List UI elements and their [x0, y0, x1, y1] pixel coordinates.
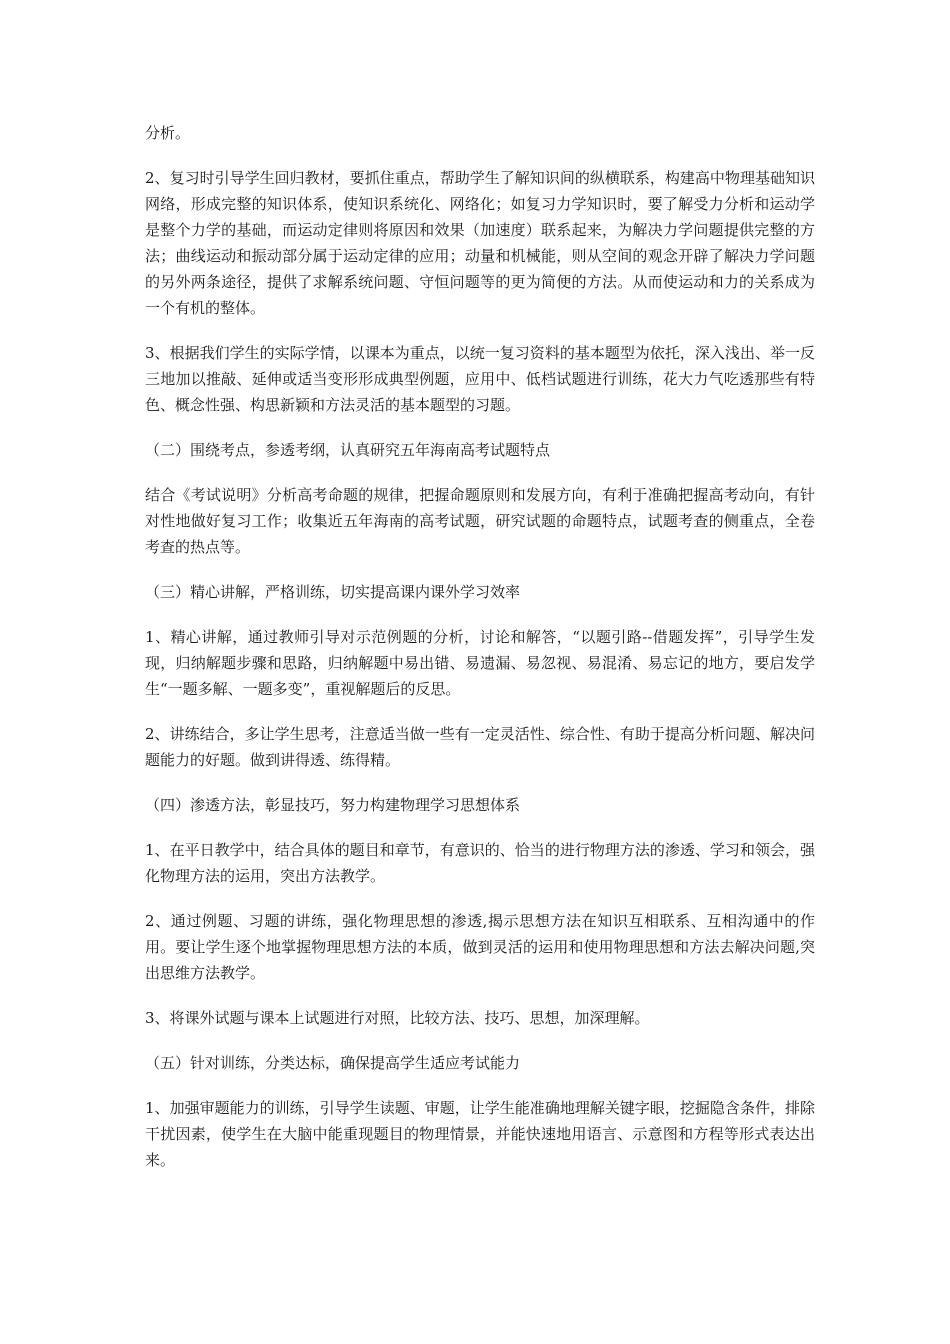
- paragraph-compare-questions: 3、将课外试题与课本上试题进行对照，比较方法、技巧、思想，加深理解。: [145, 1009, 650, 1027]
- section-heading-2: （二）围绕考点，参透考纲，认真研究五年海南高考试题特点: [145, 441, 551, 459]
- paragraph-fragment: 分析。: [145, 124, 191, 142]
- paragraph-practice-combination: 2、讲练结合，多让学生思考，注意适当做一些有一定灵活性、综合性、有助于提高分析问题、解决问题能力的好题。做到讲得透、练得精。: [145, 725, 815, 769]
- section-heading-4: （四）渗透方法，彰显技巧，努力构建物理学习思想体系: [145, 796, 521, 814]
- paragraph-examples-exercises: 2、通过例题、习题的讲练，强化物理思想的渗透,揭示思想方法在知识互相联系、互相沟通中的作用。要让学生逐个地掌握物理思想方法的本质，做到灵活的运用和使用物理思想和方法去解决问题,突出思维方法教学。: [145, 912, 815, 982]
- paragraph-daily-teaching: 1、在平日教学中，结合具体的题目和章节，有意识的、恰当的进行物理方法的渗透、学习和领会，强化物理方法的运用，突出方法教学。: [145, 841, 815, 885]
- document-body: [145, 120, 815, 1192]
- section-heading-3: （三）精心讲解，严格训练，切实提高课内课外学习效率: [145, 583, 521, 601]
- paragraph-exam-analysis: 结合《考试说明》分析高考命题的规律，把握命题原则和发展方向，有利于准确把握高考动向，有针对性地做好复习工作；收集近五年海南的高考试题，研究试题的命题特点，试题考查的侧重点，全卷考查的热点等。: [145, 486, 815, 556]
- paragraph-student-situation: 3、根据我们学生的实际学情，以课本为重点，以统一复习资料的基本题型为依托，深入浅出、举一反三地加以推敲、延伸或适当变形形成典型例题，应用中、低档试题进行训练，花大力气吃透那些有特色、概念性强、构思新颖和方法灵活的基本题型的习题。: [145, 344, 815, 414]
- paragraph-review-textbook: 2、复习时引导学生回归教材，要抓住重点，帮助学生了解知识间的纵横联系，构建高中物理基础知识网络，形成完整的知识体系，使知识系统化、网络化；如复习力学知识时，要了解受力分析和运动学是整个力学的基础，而运动定律则将原因和效果（加速度）联系起来，为解决力学问题提供完整的方法；曲线运动和振动部分属于运动定律的应用；动量和机械能，则从空间的观念开辟了解决力学问题的另外两条途径，提供了求解系统问题、守恒问题等的更为简便的方法。从而使运动和力的关系成为一个有机的整体。: [145, 169, 815, 317]
- paragraph-careful-explanation: 1、精心讲解，通过教师引导对示范例题的分析，讨论和解答，“以题引路--借题发挥”，引导学生发现，归纳解题步骤和思路，归纳解题中易出错、易遗漏、易忽视、易混淆、易忘记的地方，要启发学生“一题多解、一题多变”，重视解题后的反思。: [145, 628, 815, 698]
- paragraph-reading-comprehension: 1、加强审题能力的训练，引导学生读题、审题，让学生能准确地理解关键字眼，挖掘隐含条件，排除干扰因素，使学生在大脑中能重现题目的物理情景，并能快速地用语言、示意图和方程等形式表达出来。: [145, 1099, 815, 1169]
- section-heading-5: （五）针对训练，分类达标，确保提高学生适应考试能力: [145, 1054, 521, 1072]
